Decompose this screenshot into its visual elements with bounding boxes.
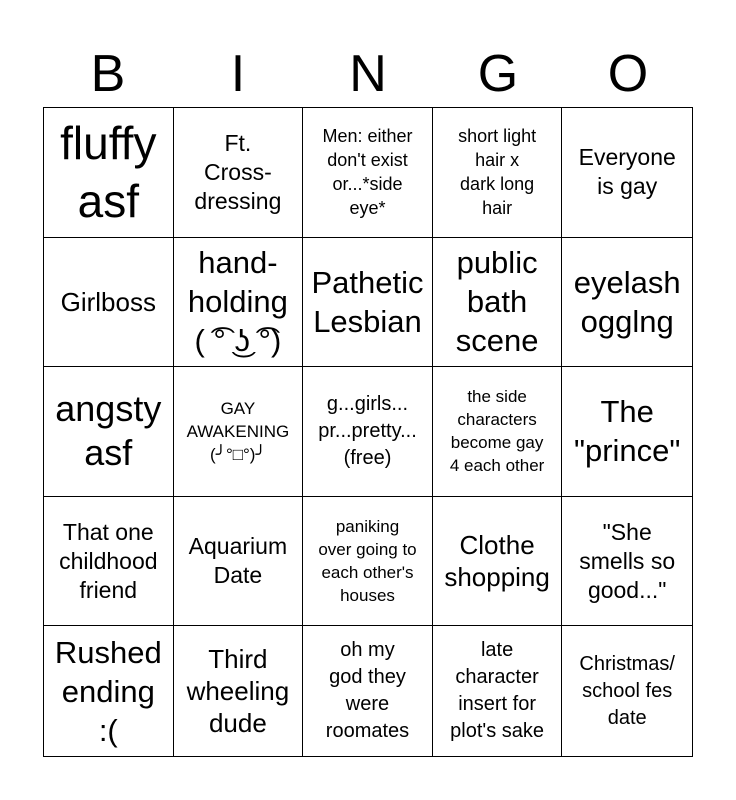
cell-label: hand- holding ( ͡° ͜ʖ ͡°) <box>187 245 288 359</box>
cell-label: Third wheeling dude <box>186 644 290 739</box>
bingo-cell[interactable] <box>303 367 433 497</box>
cell-label: eyelash ogglng <box>573 264 681 339</box>
cell-label: Men: either don't exist or...*side eye* <box>322 126 413 219</box>
cell-label: GAY AWAKENING (╯°□°)╯ <box>186 398 290 464</box>
cell-label: Clothe shopping <box>444 530 550 593</box>
cell-label: Aquarium Date <box>188 533 288 589</box>
bingo-cell[interactable] <box>303 497 433 627</box>
cell-label: Rushed ending :( <box>54 634 162 748</box>
cell-label: "She smells so good..." <box>579 518 676 603</box>
cell-label: public bath scene <box>455 245 539 359</box>
header-letter-n: N <box>349 45 387 103</box>
bingo-cell[interactable] <box>562 626 692 756</box>
header-letter-b: B <box>90 45 126 103</box>
bingo-cell[interactable] <box>303 108 433 238</box>
bingo-cell[interactable] <box>562 367 692 497</box>
bingo-cell[interactable] <box>433 108 563 238</box>
bingo-cell[interactable] <box>44 497 174 627</box>
header-letter-o: O <box>607 45 649 103</box>
bingo-cell[interactable] <box>174 626 304 756</box>
bingo-cell[interactable] <box>433 626 563 756</box>
bingo-cell[interactable] <box>44 367 174 497</box>
cell-label: short light hair x dark long hair <box>458 126 537 219</box>
bingo-cell[interactable] <box>174 367 304 497</box>
cell-label: Pathetic Lesbian <box>311 264 424 339</box>
cell-label: oh my god they were roomates <box>325 639 410 743</box>
cell-label: paniking over going to each other's houses <box>318 517 417 606</box>
cell-label: fluffy asf <box>60 117 157 228</box>
cell-label: the side characters become gay 4 each other <box>449 387 545 476</box>
bingo-cell[interactable] <box>303 238 433 368</box>
bingo-cell[interactable] <box>44 626 174 756</box>
cell-label: late character insert for plot's sake <box>450 639 545 743</box>
cell-label: Ft. Cross- dressing <box>194 129 282 214</box>
cell-label: angsty asf <box>55 388 162 474</box>
bingo-cell[interactable] <box>44 238 174 368</box>
bingo-cell[interactable] <box>433 367 563 497</box>
bingo-board <box>43 107 693 757</box>
bingo-cell[interactable] <box>562 238 692 368</box>
bingo-cell[interactable] <box>174 497 304 627</box>
cell-label: g...girls... pr...pretty... (free) <box>318 392 417 469</box>
bingo-cell[interactable] <box>44 108 174 238</box>
header-letter-i: I <box>230 45 246 103</box>
bingo-cell[interactable] <box>303 626 433 756</box>
bingo-cell[interactable] <box>562 108 692 238</box>
bingo-cell[interactable] <box>174 238 304 368</box>
cell-label: That one childhood friend <box>59 518 158 603</box>
bingo-cell[interactable] <box>562 497 692 627</box>
cell-label: Christmas/ school fes date <box>579 652 675 729</box>
cell-label: Girlboss <box>60 286 156 317</box>
bingo-cell[interactable] <box>433 497 563 627</box>
header-letter-g: G <box>477 45 519 103</box>
bingo-header <box>43 40 693 108</box>
cell-label: The "prince" <box>573 394 681 469</box>
bingo-cell[interactable] <box>174 108 304 238</box>
bingo-cell[interactable] <box>433 238 563 368</box>
cell-label: Everyone is gay <box>578 144 676 200</box>
